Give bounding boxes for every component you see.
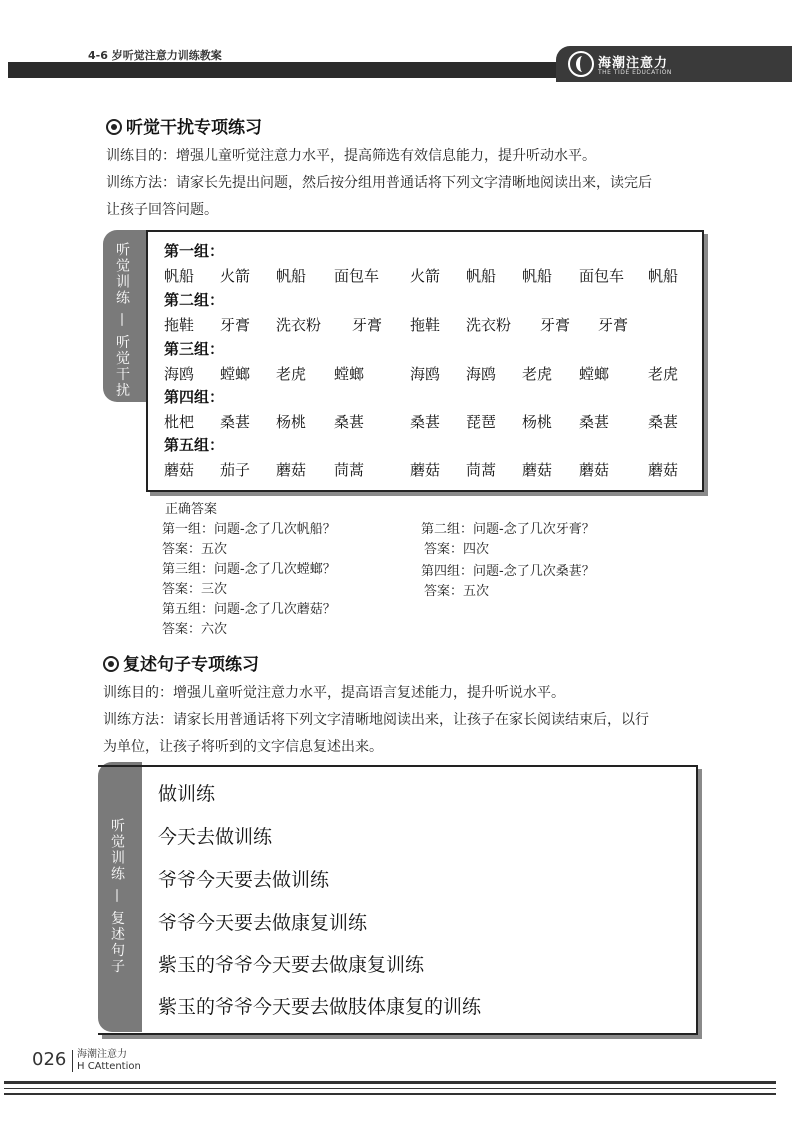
group-word: 蘑菇 (522, 461, 553, 479)
group-word: 桑葚 (648, 413, 679, 431)
sentence-1: 做训练 (158, 783, 216, 805)
group-word: 螳螂 (220, 365, 251, 383)
group-word: 蘑菇 (410, 461, 441, 479)
group-word: 蘑菇 (579, 461, 610, 479)
answer-question-4: 第四组：问题-念了几次桑葚？ (421, 564, 595, 579)
answer-value-5: 答案：六次 (162, 622, 228, 637)
group-word: 茼蒿 (334, 461, 365, 479)
answer-question-3: 第三组：问题-念了几次螳螂？ (162, 562, 336, 577)
section-heading-sentence-repetition (103, 650, 259, 675)
group-word: 桑葚 (220, 413, 251, 431)
group-word: 桑葚 (410, 413, 441, 431)
group-word: 蘑菇 (648, 461, 679, 479)
answer-question-2: 第二组：问题-念了几次牙膏？ (421, 522, 595, 537)
group-word: 杨桃 (522, 413, 553, 431)
side-tab-text: 听觉训练 — 听觉干扰 (114, 242, 130, 399)
target-bullet-icon (103, 656, 119, 672)
group-word: 火箭 (220, 267, 251, 285)
side-tab-text: 听觉训练 — 复述句子 (109, 818, 125, 975)
footer-brand (77, 1049, 141, 1073)
group-word: 蘑菇 (164, 461, 195, 479)
group-word: 桑葚 (579, 413, 610, 431)
group-word: 帆船 (164, 267, 195, 285)
footer-rule-thick (4, 1081, 776, 1084)
training-method-line1: 训练方法：请家长用普通话将下列文字清晰地阅读出来，让孩子在家长阅读结束后，以行 (103, 712, 649, 728)
sentence-5: 紫玉的爷爷今天要去做康复训练 (158, 954, 425, 976)
group-word: 拖鞋 (164, 316, 195, 334)
answer-question-1: 第一组：问题-念了几次帆船？ (162, 522, 336, 537)
group-word: 海鸥 (164, 365, 195, 383)
group-word: 牙膏 (220, 316, 251, 334)
header-title: 4-6 岁听觉注意力训练教案 (88, 49, 222, 62)
group-title: 第三组： (164, 340, 225, 358)
answer-value-3: 答案：三次 (162, 582, 228, 597)
group-word: 面包车 (579, 267, 625, 285)
training-method-line1: 训练方法：请家长先提出问题，然后按分组用普通话将下列文字清晰地阅读出来，读完后 (106, 175, 652, 191)
group-word: 杨桃 (276, 413, 307, 431)
group-word: 牙膏 (598, 316, 629, 334)
group-word: 面包车 (334, 267, 380, 285)
group-word: 螳螂 (579, 365, 610, 383)
group-word: 枇杷 (164, 413, 195, 431)
side-tab-listening-interference (103, 230, 147, 402)
sentence-box (98, 765, 698, 1035)
group-word: 帆船 (522, 267, 553, 285)
group-word: 茼蒿 (466, 461, 497, 479)
footer-divider (72, 1050, 73, 1072)
group-word: 帆船 (648, 267, 679, 285)
page-number: 026 (32, 1049, 67, 1070)
group-word: 老虎 (276, 365, 307, 383)
group-word: 茄子 (220, 461, 251, 479)
sentence-2: 今天去做训练 (158, 826, 273, 848)
section-heading-text: 复述句子专项练习 (123, 655, 259, 675)
group-word: 火箭 (410, 267, 441, 285)
word-groups-box (146, 230, 704, 492)
brand-logo-icon (568, 51, 594, 77)
group-word: 牙膏 (540, 316, 571, 334)
brand-subtitle: THE TIDE EDUCATION (598, 69, 672, 76)
sentence-4: 爷爷今天要去做康复训练 (158, 912, 368, 934)
target-bullet-icon (106, 119, 122, 135)
group-word: 拖鞋 (410, 316, 441, 334)
group-title: 第四组： (164, 388, 225, 406)
group-word: 老虎 (648, 365, 679, 383)
group-word: 帆船 (466, 267, 497, 285)
group-word: 桑葚 (334, 413, 365, 431)
group-title: 第二组： (164, 291, 225, 309)
group-word: 琵琶 (466, 413, 497, 431)
answer-value-2: 答案：四次 (424, 542, 490, 557)
answers-title: 正确答案 (165, 502, 218, 517)
group-title: 第五组： (164, 436, 225, 454)
group-word: 海鸥 (466, 365, 497, 383)
group-word: 海鸥 (410, 365, 441, 383)
group-word: 帆船 (276, 267, 307, 285)
group-word: 老虎 (522, 365, 553, 383)
group-word: 牙膏 (352, 316, 383, 334)
sentence-3: 爷爷今天要去做训练 (158, 869, 330, 891)
group-word: 洗衣粉 (466, 316, 512, 334)
training-method-line2: 为单位，让孩子将听到的文字信息复述出来。 (103, 739, 383, 755)
group-word: 洗衣粉 (276, 316, 322, 334)
answer-value-1: 答案：五次 (162, 542, 228, 557)
group-word: 蘑菇 (276, 461, 307, 479)
training-method-line2: 让孩子回答问题。 (106, 202, 218, 218)
footer-rule-mid (4, 1093, 776, 1095)
section-heading-text: 听觉干扰专项练习 (126, 118, 262, 138)
sentence-6: 紫玉的爷爷今天要去做肢体康复的训练 (158, 996, 482, 1018)
section-heading-listening-interference (106, 113, 262, 138)
footer-rule-thin (4, 1088, 776, 1089)
answer-value-4: 答案：五次 (424, 584, 490, 599)
group-word: 螳螂 (334, 365, 365, 383)
footer-brand-name: 海潮注意力 (77, 1049, 127, 1060)
footer-brand-sub: H CAttention (77, 1061, 141, 1072)
training-purpose: 训练目的：增强儿童听觉注意力水平，提高筛选有效信息能力，提升听动水平。 (106, 148, 596, 164)
training-purpose: 训练目的：增强儿童听觉注意力水平，提高语言复述能力，提升听说水平。 (103, 685, 565, 701)
group-title: 第一组： (164, 242, 225, 260)
answer-question-5: 第五组：问题-念了几次蘑菇？ (162, 602, 336, 617)
brand-name: 海潮注意力 (598, 56, 669, 71)
